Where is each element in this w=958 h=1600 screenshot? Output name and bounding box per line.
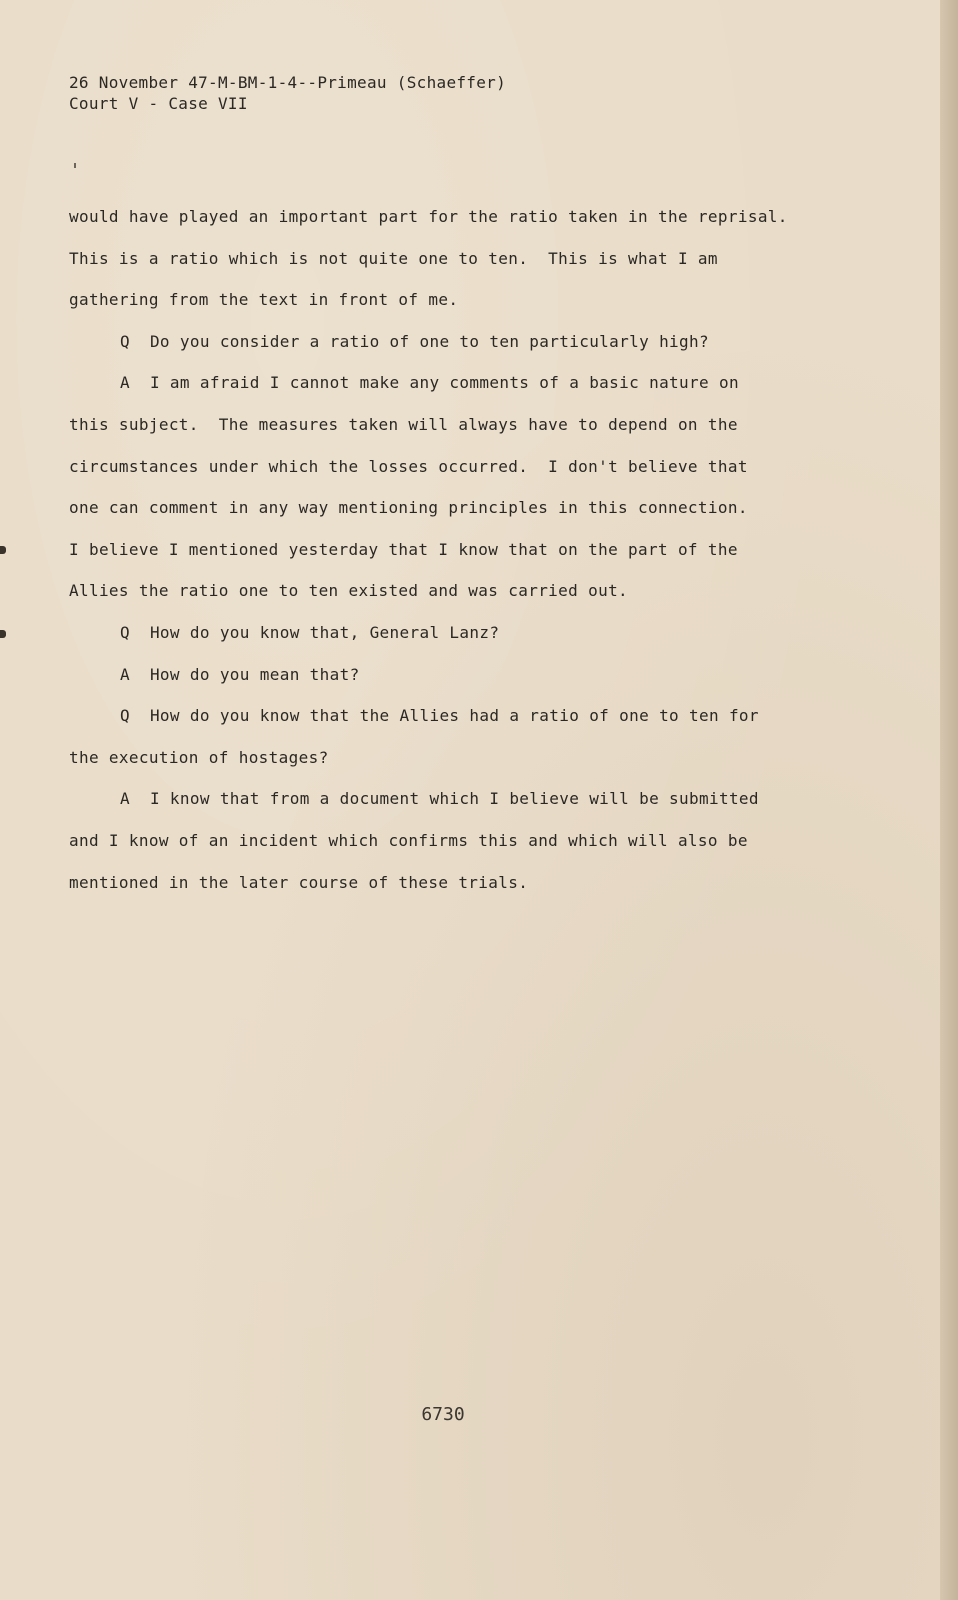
question-line: Q How do you know that, General Lanz?	[120, 622, 500, 642]
page-edge-shadow	[940, 0, 958, 1600]
transcript-line: This is a ratio which is not quite one to ten. This is what I am	[69, 248, 718, 268]
transcript-line: circumstances under which the losses occurred. I don't believe that	[69, 456, 748, 476]
transcript-line: the execution of hostages?	[69, 747, 329, 767]
transcript-line: and I know of an incident which confirms this and which will also be	[69, 830, 748, 850]
transcript-line: gathering from the text in front of me.	[69, 290, 459, 310]
binding-hole-mark	[0, 630, 6, 638]
question-line: Q Do you consider a ratio of one to ten particularly high?	[120, 331, 709, 351]
transcript-line: one can comment in any way mentioning principles in this connection.	[69, 498, 748, 518]
answer-line: A How do you mean that?	[120, 664, 360, 684]
binding-hole-mark	[0, 546, 6, 554]
stray-mark	[74, 163, 76, 168]
question-line: Q How do you know that the Allies had a ratio of one to ten for	[120, 706, 759, 726]
transcript-line: this subject. The measures taken will always have to depend on the	[69, 414, 738, 434]
page-number: 6730	[421, 1404, 465, 1425]
document-header	[69, 72, 506, 114]
answer-line: A I am afraid I cannot make any comments of a basic nature on	[120, 373, 739, 393]
transcript-line: Allies the ratio one to ten existed and was carried out.	[69, 581, 629, 601]
transcript-body	[69, 196, 829, 903]
transcript-line: would have played an important part for the ratio taken in the reprisal.	[69, 207, 788, 226]
transcript-line: mentioned in the later course of these trials.	[69, 872, 529, 892]
answer-line: A I know that from a document which I believe will be submitted	[120, 789, 759, 809]
transcript-line: I believe I mentioned yesterday that I know that on the part of the	[69, 539, 738, 559]
header-session-line: 26 November 47-M-BM-1-4--Primeau (Schaeffer)	[69, 73, 507, 92]
header-court-line: Court V - Case VII	[69, 94, 248, 113]
